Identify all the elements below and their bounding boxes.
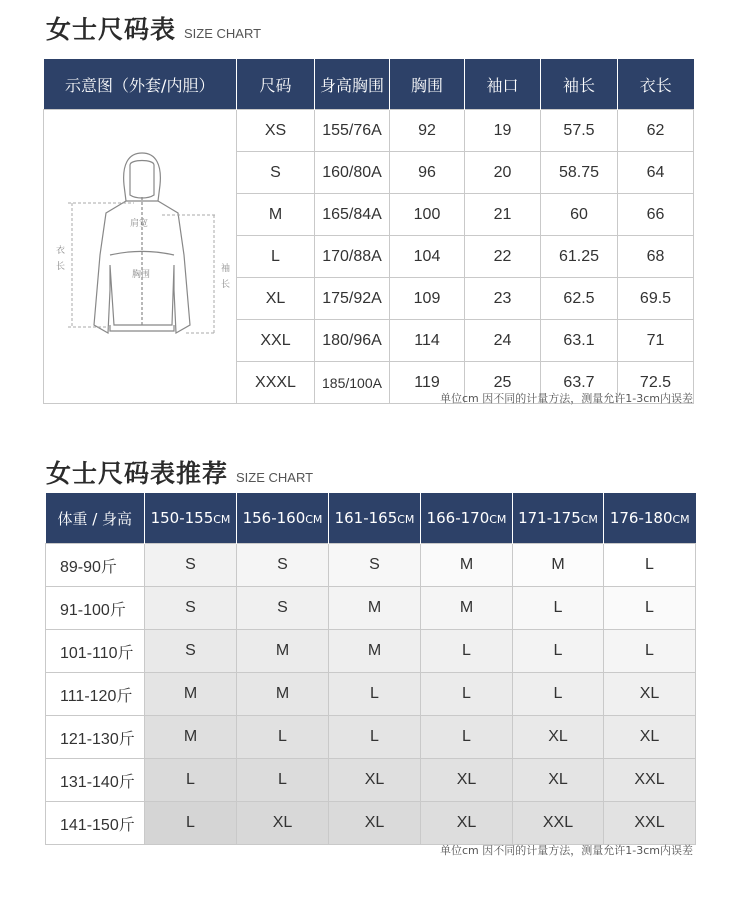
table-cell: 160/80A — [315, 152, 390, 194]
size-cell: L — [329, 716, 421, 759]
size-cell: L — [513, 630, 604, 673]
table-cell: 57.5 — [541, 110, 618, 152]
size-cell: L — [329, 673, 421, 716]
size-cell: XL — [329, 759, 421, 802]
table-cell: 19 — [465, 110, 541, 152]
table-cell: 66 — [618, 194, 694, 236]
table-cell: XXXL — [237, 362, 315, 404]
table-cell: 72.5 — [618, 362, 694, 404]
measurement-note: 单位cm 因不同的计量方法，测量允许1-3cm内误差 — [440, 844, 693, 857]
length-label-1: 衣 — [56, 246, 66, 256]
size-cell: XXL — [513, 802, 604, 845]
table-cell: 180/96A — [315, 320, 390, 362]
table-cell: 96 — [390, 152, 465, 194]
table-cell: 170/88A — [315, 236, 390, 278]
table-cell: XS — [237, 110, 315, 152]
height-range: 166-170 — [426, 509, 490, 527]
table-cell: 62 — [618, 110, 694, 152]
size-cell: M — [421, 544, 513, 587]
title-cn: 女士尺码表 — [46, 15, 177, 44]
size-cell: L — [145, 759, 237, 802]
size-cell: L — [513, 587, 604, 630]
table-row — [46, 673, 696, 716]
size-cell: M — [145, 716, 237, 759]
table-cell: 104 — [390, 236, 465, 278]
header-cell: 衣长 — [618, 59, 694, 110]
height-unit: CM — [489, 513, 507, 526]
size-cell: XL — [513, 759, 604, 802]
sleeve-label-2: 长 — [221, 280, 231, 290]
size-cell: L — [421, 716, 513, 759]
weight-cell: 89-90斤 — [46, 544, 145, 587]
sleeve-label-1: 袖 — [221, 264, 231, 274]
size-cell: L — [237, 759, 329, 802]
size-cell: M — [237, 673, 329, 716]
height-unit: CM — [213, 513, 231, 526]
size-cell: L — [237, 716, 329, 759]
size-chart-table — [43, 59, 694, 404]
size-cell: M — [145, 673, 237, 716]
size-cell: XL — [237, 802, 329, 845]
weight-cell: 91-100斤 — [46, 587, 145, 630]
height-header — [604, 493, 696, 544]
title-en: SIZE CHART — [236, 470, 314, 485]
jacket-diagram-cell — [44, 110, 237, 404]
table-row — [46, 587, 696, 630]
table-cell: M — [237, 194, 315, 236]
table-cell: 58.75 — [541, 152, 618, 194]
size-cell: M — [329, 587, 421, 630]
height-header — [421, 493, 513, 544]
weight-cell: 131-140斤 — [46, 759, 145, 802]
weight-cell: 141-150斤 — [46, 802, 145, 845]
height-range: 150-155 — [150, 509, 214, 527]
size-cell: L — [421, 673, 513, 716]
weight-cell: 111-120斤 — [46, 673, 145, 716]
shoulder-label: 肩宽 — [130, 219, 149, 229]
recommend-table — [45, 493, 696, 845]
size-cell: S — [237, 544, 329, 587]
height-unit: CM — [397, 513, 415, 526]
height-range: 171-175 — [518, 509, 581, 527]
table-cell: 23 — [465, 278, 541, 320]
size-cell: XXL — [604, 759, 696, 802]
size-cell: M — [329, 630, 421, 673]
size-cell: S — [145, 587, 237, 630]
table-row — [46, 802, 696, 845]
size-cell: S — [145, 544, 237, 587]
height-unit: CM — [305, 513, 323, 526]
header-cell: 尺码 — [237, 59, 315, 110]
table-cell: 185/100A — [315, 362, 390, 404]
size-cell: L — [604, 587, 696, 630]
size-cell: XL — [421, 759, 513, 802]
size-cell: L — [145, 802, 237, 845]
table-cell: 24 — [465, 320, 541, 362]
size-cell: L — [513, 673, 604, 716]
table-cell: 175/92A — [315, 278, 390, 320]
table-cell: 60 — [541, 194, 618, 236]
height-header — [145, 493, 237, 544]
size-cell: M — [237, 630, 329, 673]
table-cell: 22 — [465, 236, 541, 278]
table-row — [46, 759, 696, 802]
height-header — [513, 493, 604, 544]
size-cell: L — [421, 630, 513, 673]
header-cell: 袖口 — [465, 59, 541, 110]
size-cell: XL — [604, 673, 696, 716]
table-cell: 100 — [390, 194, 465, 236]
table-cell: 63.1 — [541, 320, 618, 362]
table-cell: 62.5 — [541, 278, 618, 320]
chest-label: 胸围 — [132, 270, 151, 280]
height-unit: CM — [580, 513, 598, 526]
table-cell: 61.25 — [541, 236, 618, 278]
size-cell: M — [421, 587, 513, 630]
size-cell: L — [604, 544, 696, 587]
table-row — [46, 716, 696, 759]
size-cell: XXL — [604, 802, 696, 845]
header-cell: 身高胸围 — [315, 59, 390, 110]
height-header — [237, 493, 329, 544]
height-range: 161-165 — [334, 509, 398, 527]
table-row — [46, 544, 696, 587]
height-range: 156-160 — [242, 509, 306, 527]
title-en: SIZE CHART — [184, 26, 262, 41]
weight-cell: 101-110斤 — [46, 630, 145, 673]
recommend-header-row — [46, 493, 696, 544]
table-cell: 64 — [618, 152, 694, 194]
table-cell: 21 — [465, 194, 541, 236]
table-cell: L — [237, 236, 315, 278]
length-label-2: 长 — [56, 262, 66, 272]
table-cell: 68 — [618, 236, 694, 278]
size-chart-title — [46, 10, 261, 46]
jacket-diagram — [44, 115, 237, 393]
table-cell: XL — [237, 278, 315, 320]
header-cell: 袖长 — [541, 59, 618, 110]
size-cell: XL — [329, 802, 421, 845]
table-cell: 114 — [390, 320, 465, 362]
size-cell: XL — [604, 716, 696, 759]
table-cell: 119 — [390, 362, 465, 404]
table-cell: 92 — [390, 110, 465, 152]
measurement-note: 单位cm 因不同的计量方法，测量允许1-3cm内误差 — [440, 392, 693, 405]
recommend-chart-title — [46, 454, 313, 490]
height-unit: CM — [672, 513, 690, 526]
table-cell: 63.7 — [541, 362, 618, 404]
size-cell: XL — [513, 716, 604, 759]
height-range: 176-180 — [609, 509, 673, 527]
table-cell: 20 — [465, 152, 541, 194]
weight-cell: 121-130斤 — [46, 716, 145, 759]
title-cn: 女士尺码表推荐 — [46, 459, 229, 488]
size-cell: XL — [421, 802, 513, 845]
table-cell: 25 — [465, 362, 541, 404]
size-cell: S — [145, 630, 237, 673]
size-chart-header-row — [44, 59, 694, 110]
header-cell: 胸围 — [390, 59, 465, 110]
size-cell: M — [513, 544, 604, 587]
table-cell: 165/84A — [315, 194, 390, 236]
table-cell: 155/76A — [315, 110, 390, 152]
header-cell: 示意图（外套/内胆） — [44, 59, 237, 110]
corner-header: 体重 / 身高 — [46, 493, 145, 544]
size-cell: L — [604, 630, 696, 673]
table-cell: 71 — [618, 320, 694, 362]
height-header — [329, 493, 421, 544]
size-cell: S — [329, 544, 421, 587]
table-row — [44, 110, 694, 152]
table-cell: XXL — [237, 320, 315, 362]
table-cell: 109 — [390, 278, 465, 320]
table-row — [46, 630, 696, 673]
size-cell: S — [237, 587, 329, 630]
table-cell: S — [237, 152, 315, 194]
table-cell: 69.5 — [618, 278, 694, 320]
